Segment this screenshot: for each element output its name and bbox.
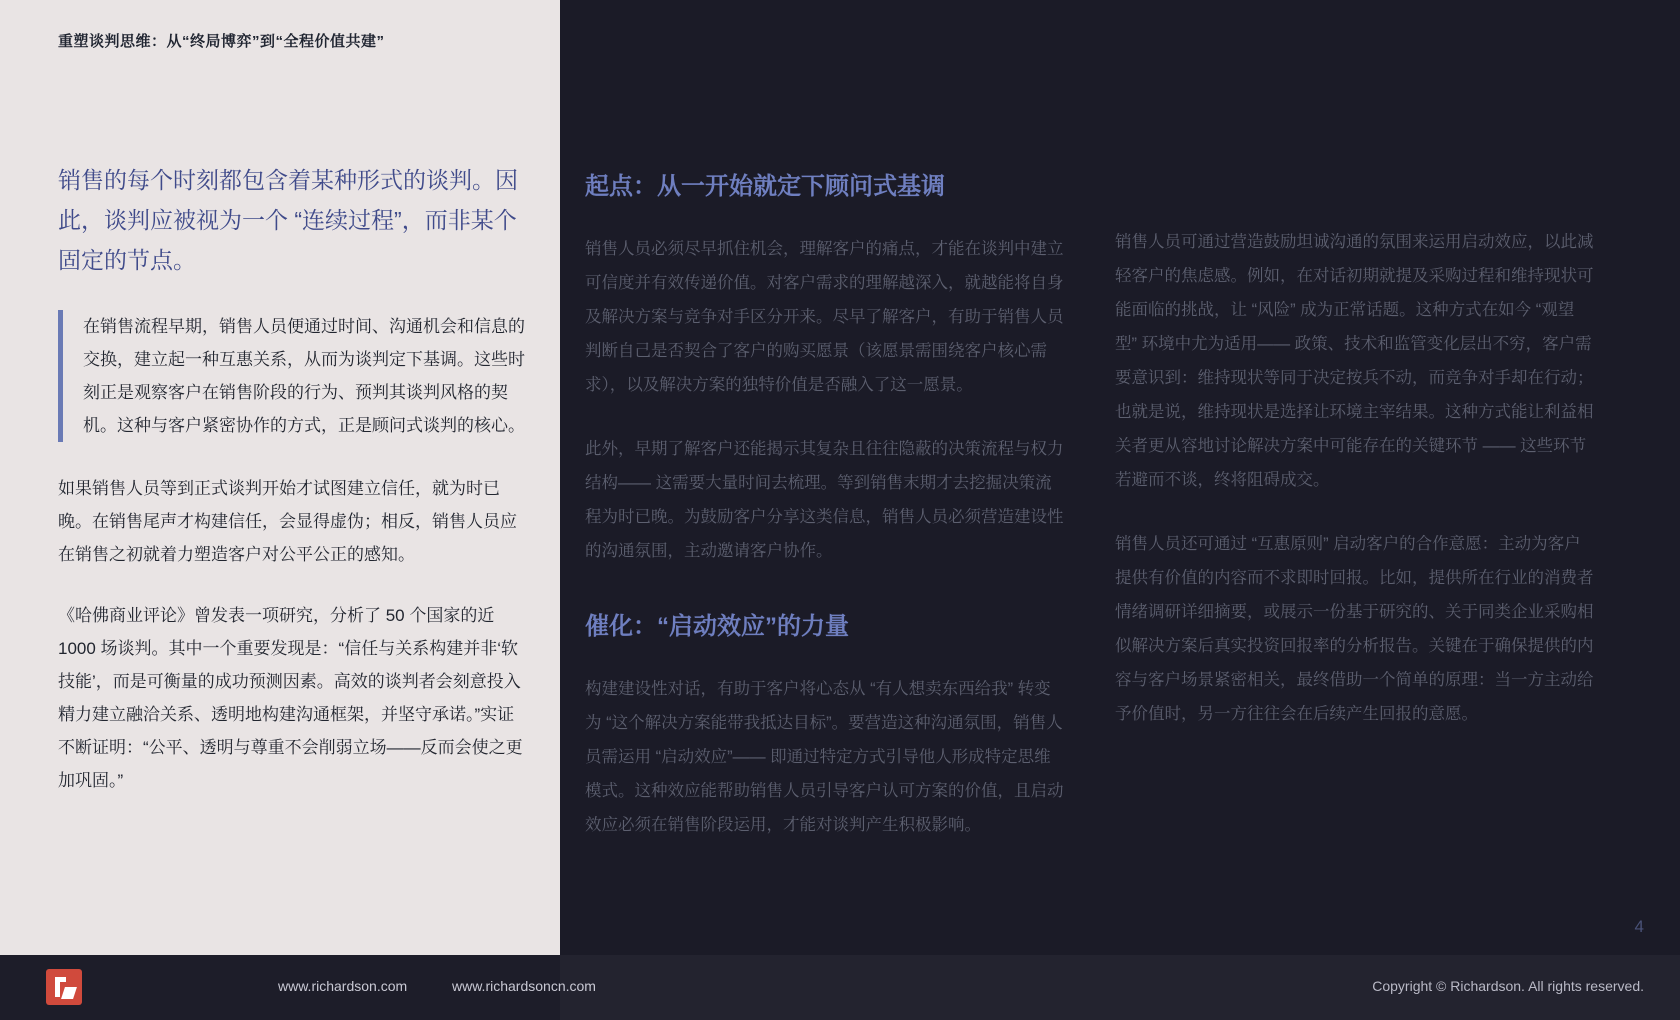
copyright-text: Copyright © Richardson. All rights reserved. [1372, 978, 1644, 994]
left-paragraph: 如果销售人员等到正式谈判开始才试图建立信任，就为时已晚。在销售尾声才构建信任，会显得虚伪；相反，销售人员应在销售之初就着力塑造客户对公平公正的感知。 [58, 479, 517, 564]
page-title: 重塑谈判思维：从“终局博弈”到“全程价值共建” [58, 33, 385, 50]
section-heading-catalysis: 催化：“启动效应”的力量 [585, 613, 849, 640]
footer-bar [0, 955, 1680, 1020]
right-column [1115, 225, 1595, 761]
lead-paragraph: 销售的每个时刻都包含着某种形式的谈判。因此，谈判应被视为一个 “连续过程”，而非某个固定的节点。 [58, 167, 518, 273]
left-paragraph: 《哈佛商业评论》曾发表一项研究，分析了 50 个国家的近 1000 场谈判。其中一个重要发现是：“信任与关系构建并非‘软技能’，而是可衡量的成功预测因素。高效的谈判者会刻意投入精力建立融洽关系、透明地构建沟通框架，并坚守承诺。”实证不断证明：“公平、透明与尊重不会削弱立场——反而会使之更加巩固。” [58, 606, 523, 790]
pull-quote-text: 在销售流程早期，销售人员便通过时间、沟通机会和信息的交换，建立起一种互惠关系，从而为谈判定下基调。这些时刻正是观察客户在销售阶段的行为、预判其谈判风格的契机。这种与客户紧密协作的方式，正是顾问式谈判的核心。 [83, 317, 525, 435]
section-heading-origin: 起点：从一开始就定下顾问式基调 [585, 173, 945, 200]
middle-paragraph: 此外，早期了解客户还能揭示其复杂且往往隐蔽的决策流程与权力结构—— 这需要大量时间去梳理。等到销售末期才去挖掘决策流程为时已晚。为鼓励客户分享这类信息，销售人员必须营造建设性的沟通氛围，主动邀请客户协作。 [585, 440, 1064, 560]
pull-quote [58, 310, 528, 442]
footer-link-richardson[interactable]: www.richardson.com [278, 978, 408, 994]
right-paragraph: 销售人员还可通过 “互惠原则” 启动客户的合作意愿：主动为客户提供有价值的内容而不求即时回报。比如，提供所在行业的消费者情绪调研详细摘要，或展示一份基于研究的、关于同类企业采购相似解决方案后真实投资回报率的分析报告。关键在于确保提供的内容与客户场景紧密相关，最终借助一个简单的原理：当一方主动给予价值时，另一方往往会在后续产生回报的意愿。 [1115, 535, 1594, 723]
right-panel [560, 0, 1680, 955]
page-number: 4 [1634, 917, 1644, 936]
middle-paragraph: 销售人员必须尽早抓住机会，理解客户的痛点，才能在谈判中建立可信度并有效传递价值。对客户需求的理解越深入，就越能将自身及解决方案与竞争对手区分开来。尽早了解客户，有助于销售人员判断自己是否契合了客户的购买愿景（该愿景需围绕客户核心需求），以及解决方案的独特价值是否融入了这一愿景。 [585, 240, 1064, 394]
right-paragraph: 销售人员可通过营造鼓励坦诚沟通的氛围来运用启动效应，以此减轻客户的焦虑感。例如，在对话初期就提及采购过程和维持现状可能面临的挑战，让 “风险” 成为正常话题。这种方式在如今 “观望型” 环境中尤为适用—— 政策、技术和监管变化层出不穷，客户需要意识到：维持现状等同于决定按兵不动，而竞争对手却在行动；也就是说，维持现状是选择让环境主宰结果。这种方式能让利益相关者更从容地讨论解决方案中可能存在的关键环节 —— 这些环节若避而不谈，终将阻碍成交。 [1115, 233, 1594, 489]
footer-link-richardson-cn[interactable]: www.richardsoncn.com [452, 978, 596, 994]
middle-column [585, 170, 1065, 872]
richardson-logo-icon [46, 969, 82, 1005]
left-column-body [58, 160, 528, 825]
left-panel [0, 0, 560, 955]
middle-paragraph: 构建建设性对话，有助于客户将心态从 “有人想卖东西给我” 转变为 “这个解决方案能带我抵达目标”。要营造这种沟通氛围，销售人员需运用 “启动效应”—— 即通过特定方式引导他人形成特定思维模式。这种效应能帮助销售人员引导客户认可方案的价值，且启动效应必须在销售阶段运用，才能对谈判产生积极影响。 [585, 680, 1064, 834]
